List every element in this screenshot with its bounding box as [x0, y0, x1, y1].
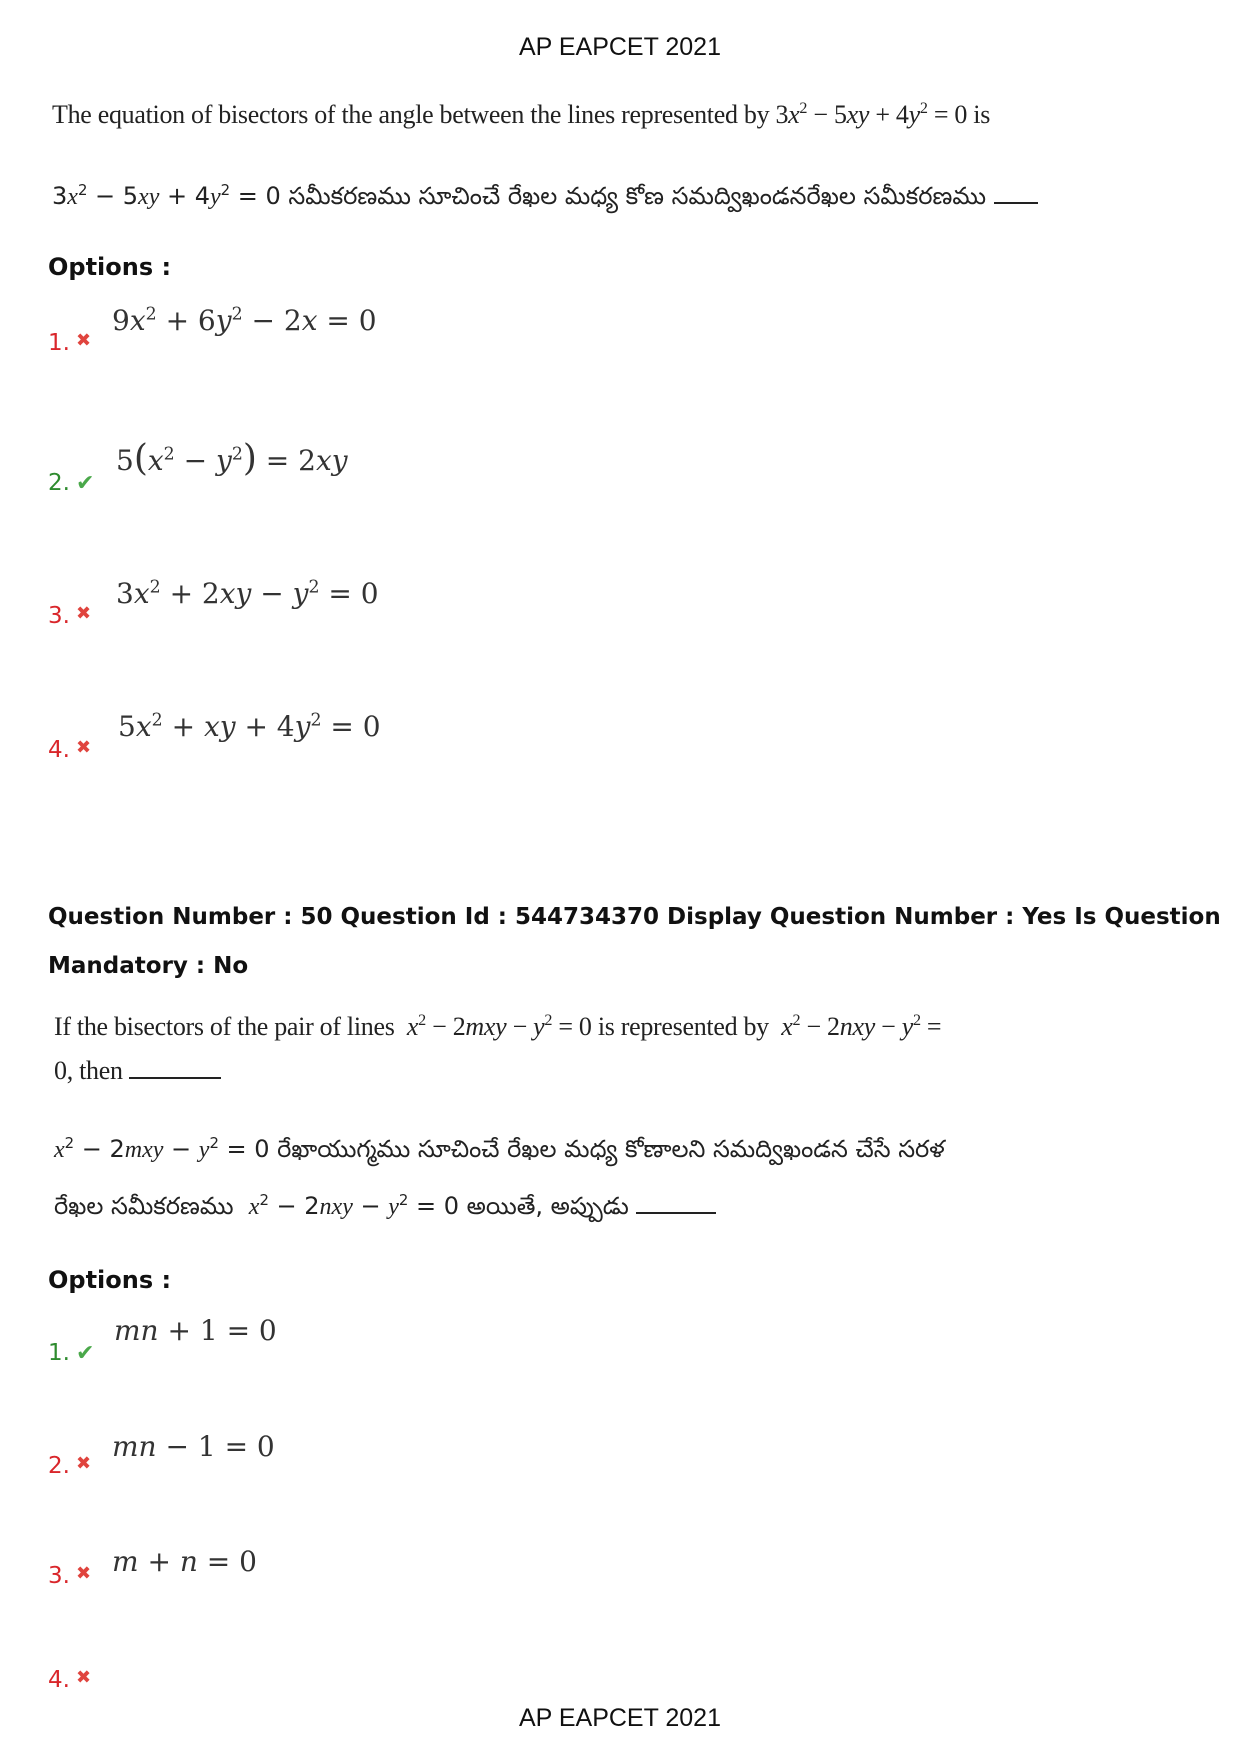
question-50-text-te-line-2: రేఖల సమీకరణము $x^2 - 2nxy - y^2 = 0$ అయితే, అప్పుడు — [54, 1192, 716, 1226]
question-49-text-en: The equation of bisectors of the angle between the lines represented by $3x^2 - 5xy + 4y^2 = 0$ is — [52, 100, 991, 129]
page-footer-title: AP EAPCET 2021 — [519, 1704, 721, 1732]
question-49-text-te: $3x^2 - 5xy + 4y^2 = 0$ సమీకరణము సూచించే రేఖల మధ్య కోణ సమద్విఖండనరేఖల సమీకరణము — [52, 182, 1038, 216]
q49-option-4-number: 4. ✖ — [48, 737, 92, 763]
q49-option-2-number: 2. ✔ — [48, 470, 95, 496]
q50-option-2-number: 2. ✖ — [48, 1453, 92, 1479]
q49-option-3-number: 3. ✖ — [48, 603, 92, 629]
q50-option-3-number: 3. ✖ — [48, 1563, 92, 1589]
check-icon: ✔ — [75, 471, 95, 496]
q49-option-1-number: 1. ✖ — [48, 330, 92, 356]
cross-icon: ✖ — [75, 330, 92, 351]
q50-option-1-number: 1. ✔ — [48, 1340, 95, 1366]
q49-option-2-expr: $5(x^2 - y^2) = 2xy$ — [116, 438, 348, 479]
q49-option-3-expr: $3x^2 + 2xy - y^2 = 0$ — [116, 577, 379, 610]
q50-option-1-expr: mn + 1 = 0 — [114, 1314, 277, 1347]
question-49-options-label: Options : — [48, 253, 172, 281]
cross-icon: ✖ — [75, 737, 92, 758]
question-50-text-en-line-2: 0, then — [54, 1056, 221, 1086]
question-50-text-en-line-1: If the bisectors of the pair of lines $x^2 - 2mxy - y^2 = 0$ is represented by $x^2 - 2nxy - y^2$ = — [54, 1012, 942, 1041]
question-50-options-label: Options : — [48, 1266, 172, 1294]
q50-option-4-number: 4. ✖ — [48, 1667, 92, 1693]
q49-option-1-expr: $9x^2 + 6y^2 - 2x = 0$ — [112, 304, 377, 337]
page-header-title: AP EAPCET 2021 — [519, 33, 721, 61]
check-icon: ✔ — [75, 1341, 95, 1366]
q49-option-4-expr: $5x^2$ + xy + $4y^2 = 0$ — [118, 710, 381, 743]
cross-icon: ✖ — [75, 1563, 92, 1584]
question-50-meta-line-1: Question Number : 50 Question Id : 544734370 Display Question Number : Yes Is Question — [48, 904, 1221, 930]
q50-option-2-expr: mn − 1 = 0 — [112, 1430, 275, 1463]
cross-icon: ✖ — [75, 603, 92, 624]
q50-option-3-expr: m + n = 0 — [112, 1545, 257, 1578]
cross-icon: ✖ — [75, 1453, 92, 1474]
question-50-meta-line-2: Mandatory : No — [48, 953, 249, 979]
question-50-text-te-line-1: $x^2 - 2mxy - y^2 = 0$ రేఖాయుగ్మము సూచించే రేఖల మధ్య కోణాలని సమద్విఖండన చేసే సరళ — [54, 1133, 945, 1163]
cross-icon: ✖ — [75, 1667, 92, 1688]
